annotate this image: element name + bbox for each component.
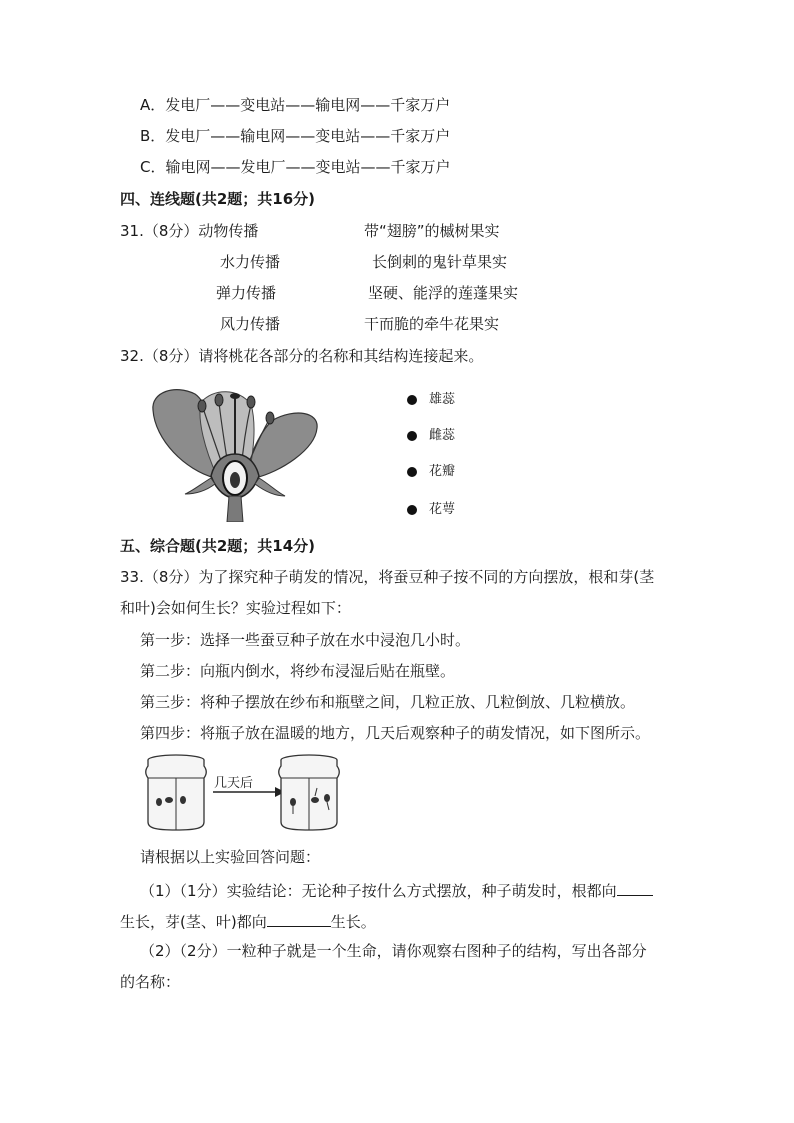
flower-part-label: 雌蕊: [429, 428, 456, 443]
flower-part-label: 花萼: [429, 502, 456, 517]
experiment-step: 第三步：将种子摆放在纱布和瓶壁之间，几粒正放、几粒倒放、几粒横放。: [140, 693, 636, 711]
match-left-item: 动物传播: [198, 222, 259, 240]
sub-question-1-continued: [120, 910, 376, 932]
experiment-step: 第四步：将瓶子放在温暖的地方，几天后观察种子的萌发情况，如下图所示。: [140, 724, 651, 742]
match-left-item: 水力传播: [220, 253, 281, 271]
sub-question-2: （2）（2分）一粒种子就是一个生命，请你观察右图种子的结构，写出各部分: [140, 942, 647, 960]
sub-question-1-text: 生长。: [330, 913, 376, 931]
match-dot[interactable]: [407, 431, 417, 441]
match-dot[interactable]: [407, 467, 417, 477]
question-prompt: 请根据以上实验回答问题：: [140, 848, 321, 866]
question-31-prefix: [120, 221, 258, 241]
seed-jar-illustration: [145, 752, 340, 832]
option-c: C．输电网——发电厂——变电站——千家万户: [140, 158, 451, 176]
flower-part-label: 雄蕊: [429, 392, 456, 407]
peach-flower-illustration: [145, 380, 325, 522]
option-a: A．发电厂——变电站——输电网——千家万户: [140, 96, 451, 114]
match-left-item: 弹力传播: [216, 284, 277, 302]
question-32-text: 32.（8分）请将桃花各部分的名称和其结构连接起来。: [120, 347, 484, 365]
section-heading: 五、综合题(共2题；共14分): [120, 537, 316, 555]
sub-question-1-text: 生长，芽(茎、叶)都向: [120, 913, 267, 931]
match-dot[interactable]: [407, 505, 417, 515]
match-dot[interactable]: [407, 395, 417, 405]
flower-part-label: 花瓣: [429, 464, 456, 479]
match-right-item: 坚硬、能浮的莲蓬果实: [368, 284, 519, 302]
experiment-step: 第二步：向瓶内倒水，将纱布浸湿后贴在瓶壁。: [140, 662, 456, 680]
answer-blank[interactable]: [267, 910, 331, 927]
sub-question-2-continued: 的名称：: [120, 973, 181, 991]
experiment-step: 第一步：选择一些蚕豆种子放在水中浸泡几小时。: [140, 631, 471, 649]
question-number: 31.（8分）: [120, 222, 199, 240]
match-left-item: 风力传播: [220, 315, 281, 333]
section-heading: 四、连线题(共2题；共16分): [120, 190, 316, 208]
sub-question-1: [140, 879, 653, 901]
match-right-item: 长倒刺的鬼针草果实: [372, 253, 508, 271]
question-33-line: 33.（8分）为了探究种子萌发的情况，将蚕豆种子按不同的方向摆放，根和芽(茎: [120, 568, 655, 586]
match-right-item: 干而脆的牵牛花果实: [364, 315, 500, 333]
sub-question-1-text: （1）（1分）实验结论：无论种子按什么方式摆放，种子萌发时，根都向: [140, 882, 617, 900]
option-b: B．发电厂——输电网——变电站——千家万户: [140, 127, 451, 145]
answer-blank[interactable]: [617, 879, 653, 896]
question-33-line: 和叶)会如何生长？实验过程如下：: [120, 599, 351, 617]
match-right-item: 带“翅膀”的槭树果实: [364, 222, 500, 240]
arrow-label: 几天后: [214, 776, 254, 791]
